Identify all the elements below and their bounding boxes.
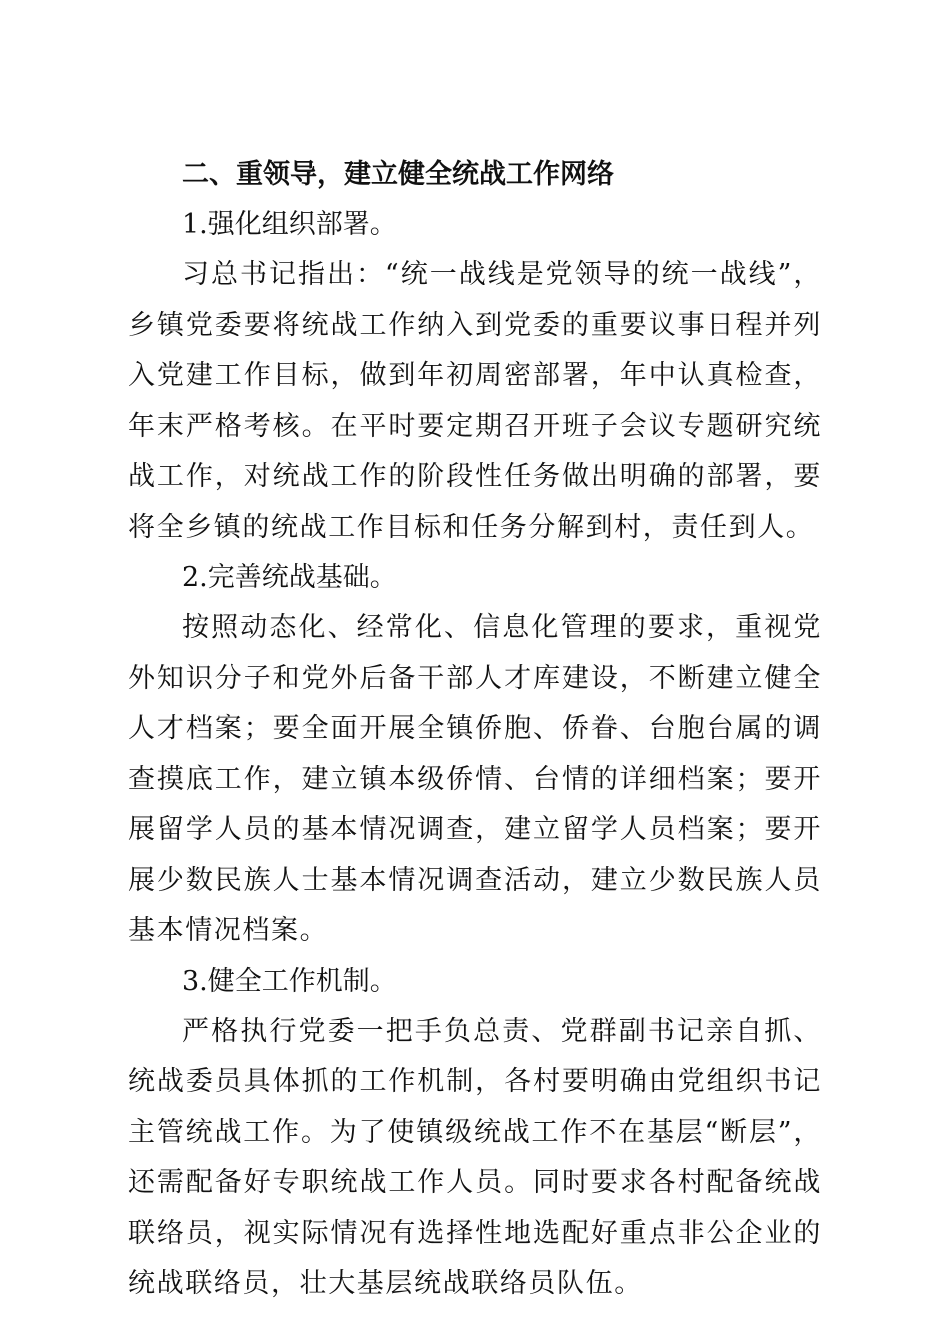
item-title-1: 1.强化组织部署。 — [182, 209, 397, 240]
document-body — [128, 150, 822, 1310]
section-heading: 二、重领导，建立健全统战工作网络 — [182, 159, 614, 190]
item-paragraph-3: 严格执行党委一把手负总责、党群副书记亲自抓、统战委员具体抓的工作机制，各村要明确由党组织书记主管统战工作。为了使镇级统战工作不在基层“断层”，还需配备好专职统战工作人员。同时要求各村配备统战联络员，视实际情况有选择性地选配好重点非公企业的统战联络员，壮大基层统战联络员队伍。 — [128, 1015, 822, 1299]
item-title-3: 3.健全工作机制。 — [182, 965, 397, 997]
item-paragraph-2: 按照动态化、经常化、信息化管理的要求，重视党外知识分子和党外后备干部人才库建设，不断建立健全人才档案；要全面开展全镇侨胞、侨眷、台胞台属的调查摸底工作，建立镇本级侨情、台情的详细档案；要开展留学人员的基本情况调查，建立留学人员档案；要开展少数民族人士基本情况调查活动，建立少数民族人员基本情况档案。 — [128, 612, 822, 946]
item-paragraph-1: 习总书记指出：“统一战线是党领导的统一战线”，乡镇党委要将统战工作纳入到党委的重要议事日程并列入党建工作目标，做到年初周密部署，年中认真检查，年末严格考核。在平时要定期召开班子会议专题研究统战工作，对统战工作的阶段性任务做出明确的部署，要将全乡镇的统战工作目标和任务分解到村，责任到人。 — [128, 259, 822, 543]
item-title-2: 2.完善统战基础。 — [182, 562, 397, 593]
